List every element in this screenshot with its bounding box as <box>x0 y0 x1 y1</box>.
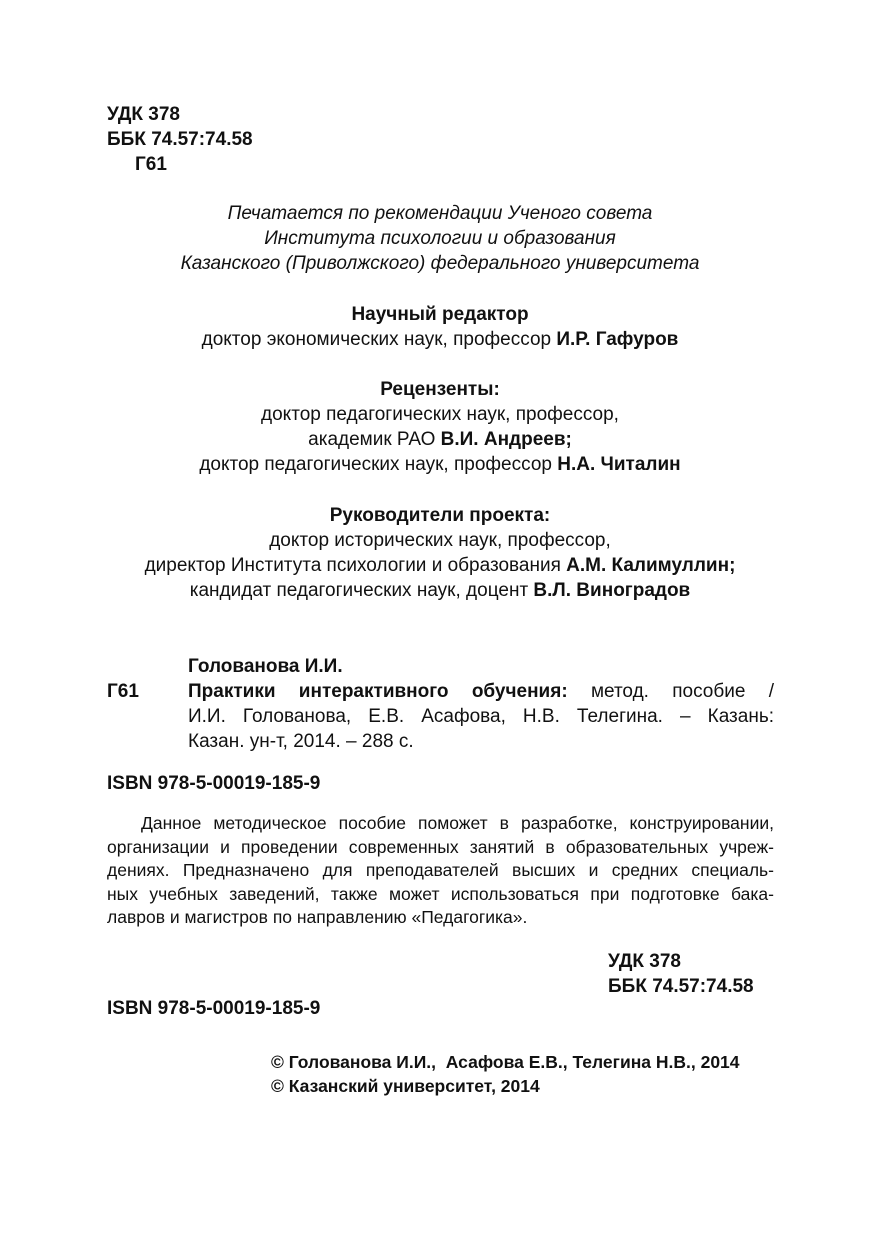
reviewer-line <box>60 452 820 477</box>
project-leader-name: А.М. Калимуллин; <box>566 555 736 576</box>
author-mark: Г61 <box>135 154 167 175</box>
reviewer-title: академик РАО <box>308 429 441 450</box>
abstract-line: дениях. Предназначено для преподавателей высших и средних специаль- <box>107 860 774 880</box>
copyright-authors: © Голованова И.И., Асафова Е.В., Телегина Н.В., 2014 <box>271 1052 740 1072</box>
catalog-author: Голованова И.И. <box>188 656 343 677</box>
copyright-university: © Казанский университет, 2014 <box>271 1076 540 1096</box>
bbk-code-bottom: ББК 74.57:74.58 <box>608 976 754 997</box>
abstract-block <box>107 812 774 930</box>
catalog-title: Практики интерактивного обучения: <box>188 681 568 702</box>
scientific-editor-heading: Научный редактор <box>351 304 529 325</box>
scientific-editor-line <box>60 327 820 352</box>
isbn-top: ISBN 978-5-00019-185-9 <box>107 773 321 794</box>
project-leader-title: кандидат педагогических наук, доцент <box>189 580 534 601</box>
abstract-line: ных учебных заведений, также может использоваться при подготовке бака- <box>107 883 774 904</box>
recommendation-line: Казанского (Приволжского) федерального университета <box>180 253 700 274</box>
recommendation-line: Института психологии и образования <box>264 228 616 249</box>
catalog-line: Казан. ун-т, 2014. – 288 с. <box>188 731 414 752</box>
project-leader-title: директор Института психологии и образования <box>144 555 567 576</box>
reviewer-line <box>60 427 820 452</box>
reviewer-title: доктор педагогических наук, профессор <box>199 454 558 475</box>
recommendation-line: Печатается по рекомендации Ученого совета <box>227 203 653 224</box>
reviewers-heading: Рецензенты: <box>380 379 500 400</box>
project-leader-line <box>60 553 820 578</box>
abstract-line: Данное методическое пособие поможет в разработке, конструировании, <box>141 813 774 833</box>
reviewers-block <box>60 377 820 477</box>
catalog-mark: Г61 <box>107 681 139 702</box>
udk-code-bottom: УДК 378 <box>608 951 681 972</box>
abstract-line: организации и проведении современных занятий в образовательных учреж- <box>107 836 774 857</box>
catalog-type: метод. пособие / <box>567 681 774 702</box>
scientific-editor-title: доктор экономических наук, профессор <box>201 329 557 350</box>
isbn-bottom: ISBN 978-5-00019-185-9 <box>107 998 321 1019</box>
udk-code: УДК 378 <box>107 104 180 125</box>
project-leader-line <box>60 578 820 603</box>
catalog-line: И.И. Голованова, Е.В. Асафова, Н.В. Телегина. – Казань: <box>188 706 774 727</box>
project-leader-line: доктор исторических наук, профессор, <box>269 530 611 551</box>
bbk-code: ББК 74.57:74.58 <box>107 129 253 150</box>
scientific-editor-block <box>60 302 820 352</box>
catalog-line <box>188 679 774 704</box>
project-leaders-block <box>60 503 820 603</box>
catalog-description <box>188 679 774 754</box>
reviewer-line: доктор педагогических наук, профессор, <box>261 404 619 425</box>
reviewer-name: В.И. Андреев; <box>440 429 572 450</box>
reviewer-name: Н.А. Читалин <box>557 454 681 475</box>
project-leaders-heading: Руководители проекта: <box>329 505 551 526</box>
abstract-line: лавров и магистров по направлению «Педагогика». <box>107 907 528 927</box>
project-leader-name: В.Л. Виноградов <box>533 580 691 601</box>
recommendation-block <box>60 201 820 276</box>
scientific-editor-name: И.Р. Гафуров <box>556 329 679 350</box>
